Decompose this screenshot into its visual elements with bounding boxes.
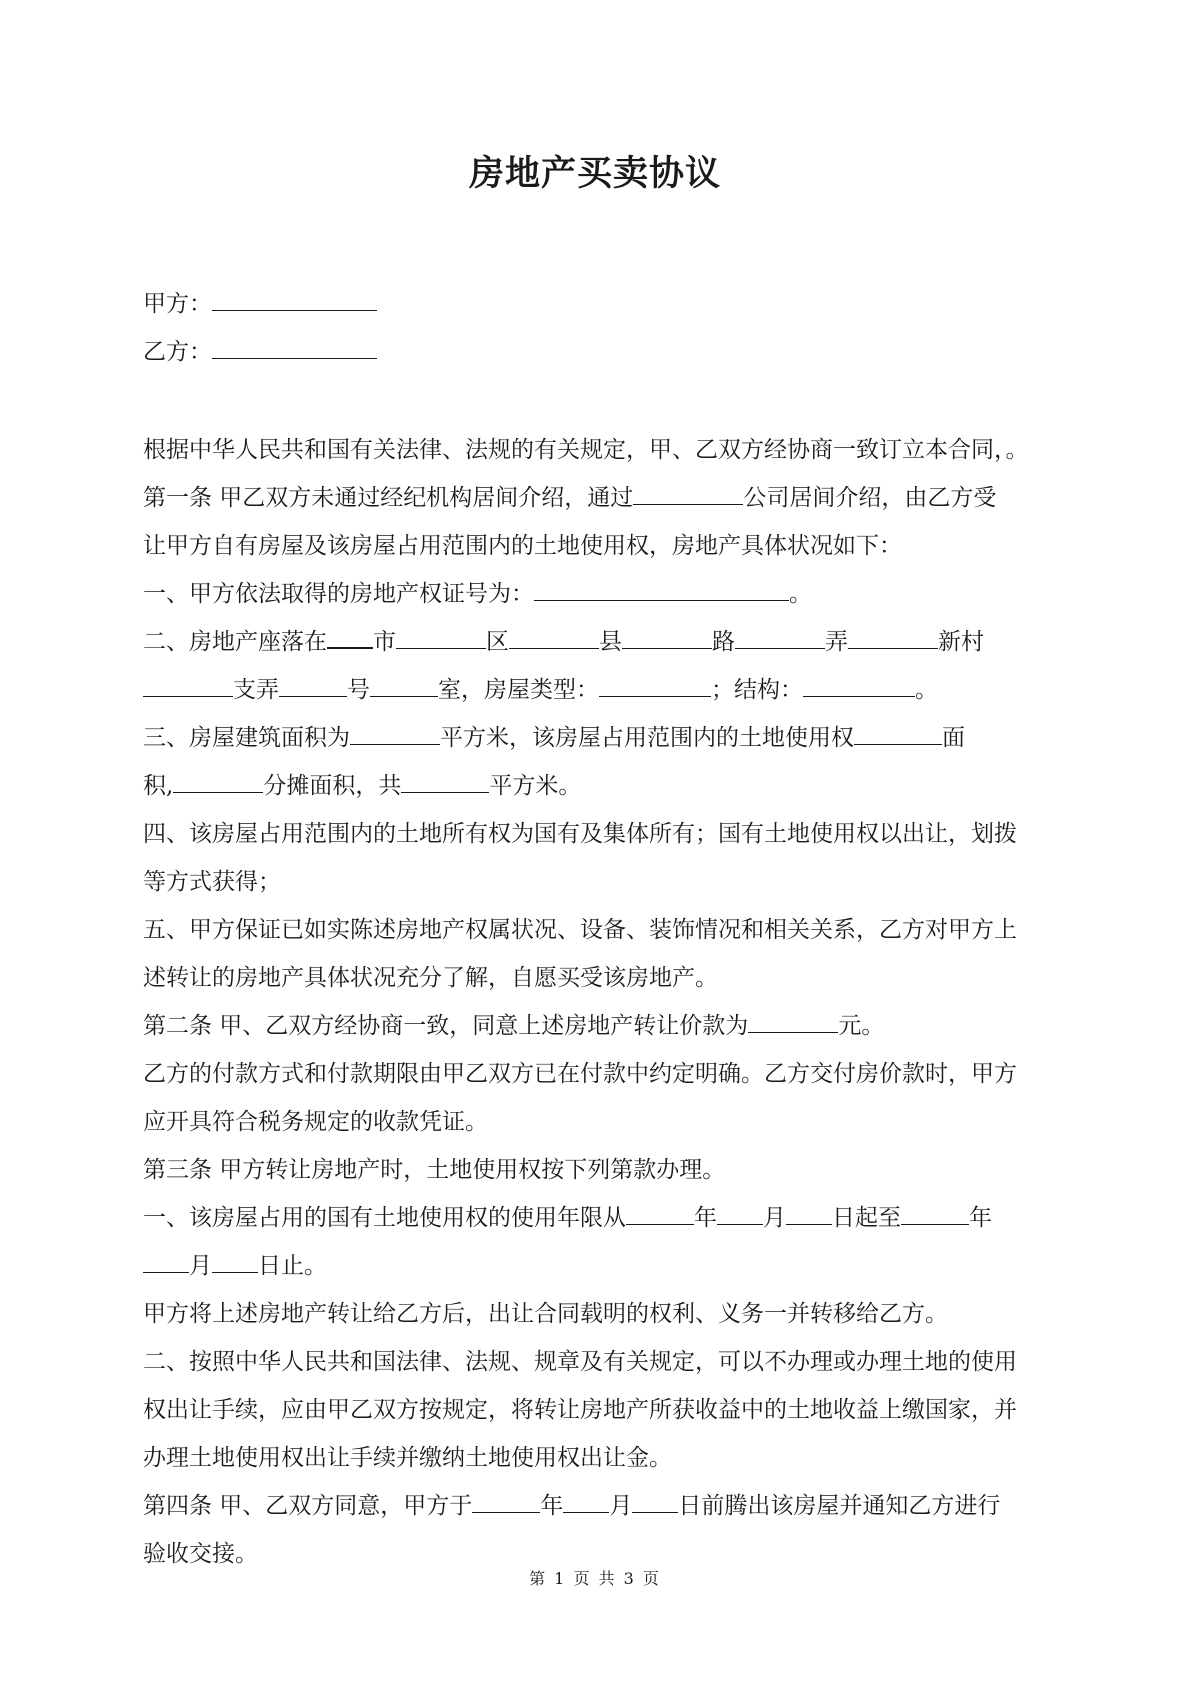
lane-label: 弄 (825, 629, 848, 655)
clause-3-text-b: 平方米，该房屋占用范围内的土地使用权 (440, 725, 854, 751)
house-type-blank[interactable] (599, 669, 711, 697)
end-month-blank[interactable] (143, 1245, 189, 1273)
clause-3-line-2 (143, 762, 1055, 810)
clause-1-line (143, 570, 1055, 618)
party-b-label: 乙方： (143, 339, 212, 365)
article-1-line-1 (143, 474, 1055, 522)
village-blank[interactable] (848, 621, 938, 649)
clause-5-line-2 (143, 954, 1055, 1002)
branch-lane-label: 支弄 (233, 677, 279, 703)
clause-3-text-f: 平方米。 (489, 773, 582, 799)
term-line-2 (143, 1242, 1055, 1290)
document-title: 房地产买卖协议 (468, 153, 721, 194)
agency-blank[interactable] (633, 477, 743, 505)
district-blank[interactable] (396, 621, 486, 649)
document-body (143, 280, 1055, 1578)
end-month-label: 月 (189, 1253, 212, 1279)
article-1-text-b: 公司居间介绍，由乙方受 (743, 485, 997, 511)
clause-2-end: 。 (915, 677, 938, 703)
start-day-label: 日起至 (832, 1205, 901, 1231)
clause-land-text-c: 办理土地使用权出让手续并缴纳土地使用权出让金。 (143, 1445, 672, 1471)
party-a-label: 甲方： (143, 291, 212, 317)
city-blank[interactable] (327, 620, 373, 649)
clause-land-line-1 (143, 1338, 1055, 1386)
start-year-label: 年 (694, 1205, 717, 1231)
number-blank[interactable] (279, 669, 347, 697)
start-month-label: 月 (763, 1205, 786, 1231)
clause-3-text-e: 分摊面积，共 (263, 773, 402, 799)
road-label: 路 (712, 629, 735, 655)
vacate-day-label: 日前腾出该房屋并通知乙方进行 (678, 1493, 1001, 1519)
total-area-blank[interactable] (401, 765, 489, 793)
article-2-end: 元。 (838, 1013, 885, 1039)
article-4-text-b: 验收交接。 (143, 1541, 258, 1567)
vacate-month-label: 月 (609, 1493, 633, 1519)
article-2-text: 第二条 甲、乙双方经协商一致，同意上述房地产转让价款为 (143, 1013, 749, 1039)
party-b-blank[interactable] (212, 331, 377, 359)
end-day-blank[interactable] (212, 1245, 258, 1273)
clause-1-end: 。 (789, 581, 812, 607)
branch-lane-blank[interactable] (143, 669, 233, 697)
payment-text-b: 应开具符合税务规定的收款凭证。 (143, 1109, 488, 1135)
end-year-label: 年 (969, 1205, 992, 1231)
vacate-day-blank[interactable] (632, 1485, 678, 1513)
structure-blank[interactable] (803, 669, 915, 697)
party-b-line (143, 328, 1055, 376)
vacate-month-blank[interactable] (563, 1485, 609, 1513)
clause-2-line-1 (143, 618, 1055, 666)
shared-area-blank[interactable] (173, 765, 263, 793)
clause-3-text: 三、房屋建筑面积为 (143, 725, 350, 751)
clause-land-text-b: 权出让手续，应由甲乙双方按规定，将转让房地产所获收益中的土地收益上缴国家，并 (143, 1397, 1017, 1423)
article-1-text: 第一条 甲乙双方未通过经纪机构居间介绍，通过 (143, 485, 634, 511)
clause-land-line-3 (143, 1434, 1055, 1482)
road-blank[interactable] (622, 621, 712, 649)
clause-2-text: 二、房地产座落在 (143, 629, 327, 655)
structure-label: ；结构： (711, 677, 803, 703)
lane-blank[interactable] (735, 621, 825, 649)
article-4-line-1 (143, 1482, 1055, 1530)
clause-3-text-d: 积, (143, 773, 174, 799)
article-3-text: 第三条 甲方转让房地产时，土地使用权按下列第款办理。 (143, 1157, 726, 1183)
number-label: 号 (347, 677, 370, 703)
article-2-line (143, 1002, 1055, 1050)
clause-5-line-1 (143, 906, 1055, 954)
clause-5-text: 五、甲方保证已如实陈述房地产权属状况、设备、装饰情况和相关关系，乙方对甲方上 (143, 917, 1017, 943)
article-1-line-2 (143, 522, 1055, 570)
vacate-year-label: 年 (540, 1493, 564, 1519)
party-a-blank[interactable] (212, 283, 377, 311)
room-label: 室，房屋类型： (438, 677, 599, 703)
room-blank[interactable] (370, 669, 438, 697)
term-line-1 (143, 1194, 1055, 1242)
start-day-blank[interactable] (786, 1197, 832, 1225)
clause-5-text-b: 述转让的房地产具体状况充分了解，自愿买受该房地产。 (143, 965, 718, 991)
term-text: 一、该房屋占用的国有土地使用权的使用年限从 (143, 1205, 626, 1231)
clause-3-text-c: 面 (942, 725, 965, 751)
article-3-line (143, 1146, 1055, 1194)
clause-land-text: 二、按照中华人民共和国法律、法规、规章及有关规定，可以不办理或办理土地的使用 (143, 1349, 1017, 1375)
preamble-text: 根据中华人民共和国有关法律、法规的有关规定，甲、乙双方经协商一致订立本合同，。 (143, 437, 1029, 463)
building-area-blank[interactable] (350, 717, 440, 745)
page-footer: 第 1 页 共 3 页 (529, 1569, 661, 1588)
preamble (143, 426, 1055, 474)
clause-4-line-1 (143, 810, 1055, 858)
start-year-blank[interactable] (626, 1197, 694, 1225)
payment-line-2 (143, 1098, 1055, 1146)
article-4-text: 第四条 甲、乙双方同意，甲方于 (143, 1493, 473, 1519)
end-day-label: 日止。 (258, 1253, 327, 1279)
certificate-number-blank[interactable] (534, 573, 789, 601)
article-1-text-c: 让甲方自有房屋及该房屋占用范围内的土地使用权，房地产具体状况如下： (143, 533, 902, 559)
county-blank[interactable] (509, 621, 599, 649)
clause-2-line-2 (143, 666, 1055, 714)
transfer-line (143, 1290, 1055, 1338)
payment-text: 乙方的付款方式和付款期限由甲乙双方已在付款中约定明确。乙方交付房价款时，甲方 (143, 1061, 1017, 1087)
county-label: 县 (599, 629, 622, 655)
clause-4-line-2 (143, 858, 1055, 906)
payment-line-1 (143, 1050, 1055, 1098)
end-year-blank[interactable] (901, 1197, 969, 1225)
clause-land-line-2 (143, 1386, 1055, 1434)
start-month-blank[interactable] (717, 1197, 763, 1225)
party-a-line (143, 280, 1055, 328)
clause-4-text-b: 等方式获得； (143, 869, 281, 895)
land-use-blank[interactable] (854, 717, 942, 745)
village-label: 新村 (938, 629, 984, 655)
district-label: 区 (486, 629, 509, 655)
transfer-text: 甲方将上述房地产转让给乙方后，出让合同载明的权利、义务一并转移给乙方。 (143, 1301, 948, 1327)
price-blank[interactable] (748, 1005, 838, 1033)
clause-3-line-1 (143, 714, 1055, 762)
vacate-year-blank[interactable] (472, 1485, 540, 1513)
city-label: 市 (373, 629, 396, 655)
clause-1-text: 一、甲方依法取得的房地产权证号为： (143, 581, 534, 607)
clause-4-text: 四、该房屋占用范围内的土地所有权为国有及集体所有；国有土地使用权以出让，划拨 (143, 821, 1017, 847)
